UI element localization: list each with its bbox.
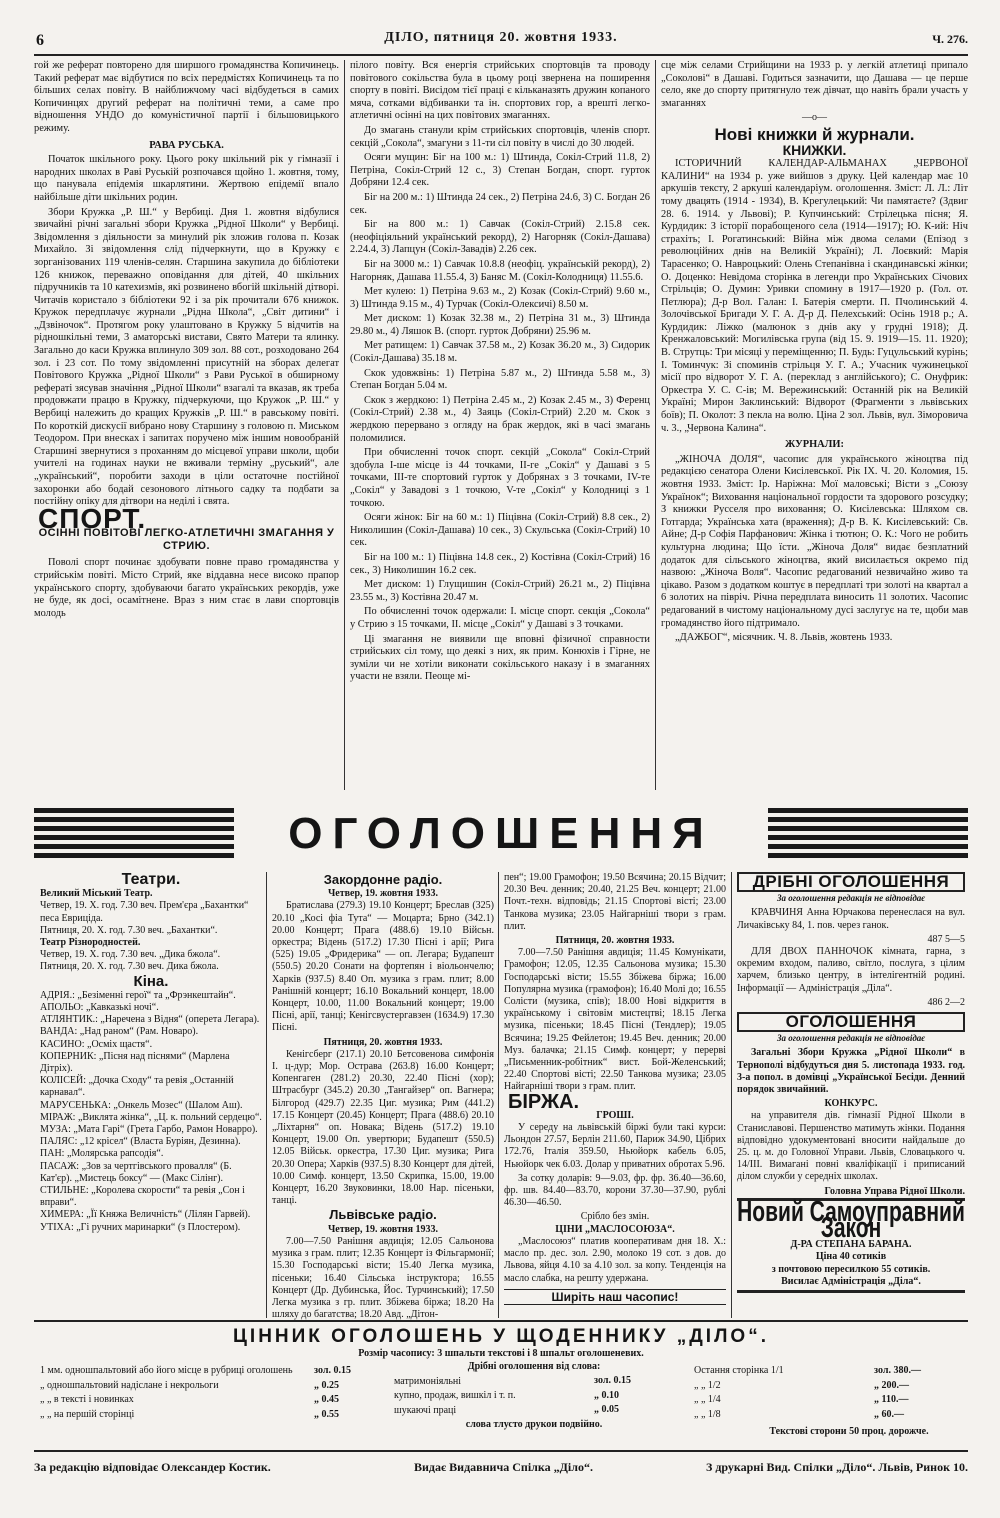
theatre-name: Великий Міський Театр.	[40, 888, 153, 900]
results-discus: Мет диском: 1) Козак 32.38 м., 2) Петріна 31 м., 3) Штинда 29.80 м., 4) Ляшок В. (спорт. гурток Добряни) 25.96 м.	[350, 313, 650, 337]
price-right-note: Текстові сторони 50 проц. дорожче.	[769, 1426, 929, 1437]
lviv-radio-heading: Львівське радіо.	[329, 1207, 437, 1223]
cinema-entry: ХИМЕРА: „Її Княжа Величність“ (Лілян Гарвей).	[40, 1209, 251, 1221]
results-100m: Осяги мущин: Біг на 100 м.: 1) Штинда, Сокіл-Стрий 11.8, 2) Петріна, Сокіл-Стрий 12 с., 3) Степан Богдан, спорт. гурток Добряни 12.4 сек.	[350, 152, 650, 189]
column-1	[34, 60, 339, 790]
radio-date: Пятниця, 20. жовтня 1933.	[323, 1036, 443, 1048]
cinema-entry: МУЗА: „Мата Гарі“ (Грета Гарбо, Рамон Новарро).	[40, 1124, 258, 1136]
cinema-heading: Кіна.	[133, 972, 169, 990]
page-header	[34, 28, 968, 52]
foreign-radio-heading: Закордонне радіо.	[323, 872, 443, 887]
cinema-entry: АДРІЯ.: „Безіменні герої“ та „Фрэнкештайн“.	[40, 989, 236, 1001]
ads-exchange	[504, 872, 726, 1320]
price-value: „ 60.—	[874, 1408, 904, 1420]
ads-classifieds	[737, 872, 965, 1320]
journals-heading: ЖУРНАЛИ:	[785, 439, 844, 451]
printer-line: З друкарні Вид. Спілки „Діло“. Львів, Ринок 10.	[705, 1460, 968, 1474]
zhinocha-dolia: „ЖІНОЧА ДОЛЯ“, часопис для українського жіноцтва під редакцією сенатора Олени Кисілевської. Рік ІХ. Ч. 20. Коломия, 15. жовтня 1933. Зміст: Ір. Наріжна: Мої маловські; Вісти з „Союзу Українок“; Виховання національної гордости та здорового розсудку; З книжки Русселя про виховання; О. Кисілевська: Шляхом св. Готгарда; Українська хата (враження); Д-р В. К. Кисілевський: Св. Айне; Д-р Софія Парфанович: Жінка і тютюн; О. К.: Чого не робить культурна людина; Що їсти. „Жіноча Доля“ видає безплатний додаток для сільського жіноцтва, який висилається окремо під назвою: „Жіноча Воля“. Часопис редагований незвичайно живо та цікаво. Разом з додатком коштує в передплаті три золоті на квартал а 6 золотих на півріч. Річна передплата виносить 11 золотих. Часопис редагований в чистому національному дусі заслугує на те, щоби мав громадянство його підтримало.	[661, 453, 968, 629]
classified-ad: ДЛЯ ДВОХ ПАННОЧОК кімната, гарна, з окремим входом, паливо, світло, послуга, з цілим харчем, близько центру, в інтелігентній родині. Інформації — Адміністрація „Діла“.	[737, 946, 965, 994]
cinema-entry: ПАСАЖ: „Зов за чертгівського провалля“ (Б. Кат'єр). „Мистець боксу“ — (Макс Сілінг).	[40, 1160, 232, 1184]
ads-radio	[272, 872, 494, 1320]
cinema-entry: АПОЛЬО: „Кавказькі ночі“.	[40, 1002, 159, 1014]
disclaimer: За оголошення редакція не відповідає	[776, 1033, 926, 1044]
banner-title: ОГОЛОШЕННЯ	[234, 798, 768, 870]
radio-date: Четвер, 19. жовтня 1933.	[327, 888, 439, 900]
theatre-entry: Четвер, 19. Х. год. 7.30 веч. Прем'єра „Бахантки“ песа Евриціда.	[40, 900, 249, 924]
separator-ornament: —o—	[802, 112, 827, 124]
column-divider	[655, 60, 656, 790]
books-subheading: КНИЖКИ.	[782, 141, 847, 158]
masthead-title: ДІЛО, пятниця 20. жовтня 1933.	[384, 30, 618, 45]
results-polevault: Скок з жердкою: 1) Петріна 2.45 м., 2) Козак 2.45 м., 3) Ференц (Сокіл-Стрий) 2.38 м., 4) Заяць (Сокіл-Стрий) 2.20 м. Скок з жердкою перервано з огляду на брак жердок, які в часі змагань поломилися.	[350, 394, 650, 444]
results-200m: Біг на 200 м.: 1) Штинда 24 сек., 2) Петріна 24.6, 3) С. Богдан 26 сек.	[350, 191, 650, 216]
ad-code: 487 5—5	[927, 933, 965, 945]
exchange-heading: БІРЖА.	[508, 1090, 580, 1113]
law-postage: з почтовою пересилкою 55 сотиків.	[771, 1263, 931, 1275]
law-sender: Висилає Адміністрація „Діла“.	[781, 1275, 921, 1287]
price-list-title: ЦІННИК ОГОЛОШЕНЬ У ЩОДЕННИКУ „ДІЛО“.	[233, 1326, 769, 1347]
cinema-entry: АТЛЯНТИК.: „Наречена з Відня“ (оперета Легара).	[40, 1014, 260, 1026]
rava-heading: РАВА РУСЬКА.	[149, 139, 224, 151]
price-left	[40, 1364, 308, 1422]
column-2	[350, 60, 650, 790]
law-author: Д-РА СТЕПАНА БАРАНА.	[790, 1239, 912, 1251]
cinema-entry: КАСИНО: „Осміх щастя“.	[40, 1038, 153, 1050]
cinema-entry: УТІХА: „Гі ручних маринарки“ (з Плостером).	[40, 1221, 241, 1233]
theatre-entry: Пятниця, 20. Х. год. 7.30 веч. Дика бжола.	[40, 961, 219, 973]
sport-subtitle: ОСІННІ ПОВІТОВІ ЛЕГКО-АТЛЕТИЧНІ ЗМАГАННЯ У СТРИЮ.	[38, 527, 335, 553]
ads-divider	[498, 872, 499, 1318]
sport-conclusion: Ці змагання не виявили ще вповні фізичної справности стрийських сіл тому, що деякі з них, як прим. Конюхів і Гірне, не зуміли чи не хотіли виконати сокільського наказу і в змаганнях участи не взяли. Пеоще мі-	[350, 633, 650, 683]
column-divider	[344, 60, 345, 790]
theatre-entry: Пятниця, 20. Х. год. 7.30 веч. „Бахантки“.	[40, 924, 218, 936]
price-item: шукаючі праці	[394, 1404, 457, 1416]
rava-kruzhok: Збори Кружка „Р. Ш.“ у Вербиці. Дня 1. жовтня відбулися звичайні річні загальні збори Кружка „Рідної Школи“ у Вербиці. Звідомлення з діяльности за минулий рік зложив голова п. Козак Михайло. Зі звідомлення слід підчеркнути, що в Кружку є зорганізованих 119 членів-селян. Старшина закупила до бібліотеки 126 книжок, переважно оповідання для дітей, 40 шкільних підручників та 10 катехизмів, які розвинено вбогій шкільній дітворі. Читачів користало з бібліотеки 92 і за рік прочитали 676 книжок. Кружок передплачує журнали „Рідна Школа“, „Світ дитини“ і „Дзвіночок“. Протягом року улаштовано в Кружку 5 відчитів на рідношкільні теми, 3 аматорські вистави, Свято Матери та ялинку. Загально до каси Кружка вплинуло 309 зол. 88 сот., розходовано 264 зол. і 23 сот. По тому звідомленні присутній на зборах делегат Повітового Кружка „Рідної Школи“ з Рави Руської в обширному рефераті зясував значіння „Рідної Школи“ взагалі та вказав, як треба продовжати працю в Кружку, підчеркуючи, що Кружок „Р. Ш.“ у Вербиці належить до кращих Кружків „Р. Ш.“ в равському повіті. По короткій дискусії вибрано нову Старшину з головою п. Миськом Теодором. При внесках і запитах поручено між іншим новообраній Старшині звернутися з проханням до місцевої управи школи, щоби учителі на годинах науки не вживали терміну „руський“, але „український“, поробити заходи в ціли остаточне постійної захоронки або бодай сезонового літнього садку та подбати за постійну опіку для дітвори на неділі і свята.	[34, 206, 339, 508]
price-value: зол. 0.15	[314, 1365, 351, 1376]
ads-theatres	[40, 872, 262, 1320]
ads-divider	[731, 872, 732, 1318]
price-right-values	[874, 1364, 964, 1422]
price-mid-heading: Дрібні оголошення від слова:	[467, 1361, 601, 1372]
results-longjump: Скок удовжвінь: 1) Петріна 5.87 м., 2) Штинда 5.58 м., 3) Степан Богдан 5.04 м.	[350, 367, 650, 392]
radio-date: Четвер, 19. жовтня 1933.	[327, 1223, 439, 1235]
results-women-discus: Мет диском: 1) Глущишин (Сокіл-Стрий) 26.21 м., 2) Піцівна 23.55 м., 3) Костівна 20.47 м.	[350, 579, 650, 603]
theatre-name: Театр Різнородностей.	[40, 937, 141, 949]
price-item: „ „ 1/8	[694, 1408, 721, 1420]
sport-title: СПОРТ.	[38, 502, 147, 534]
radio-schedule: 7.00—7.50 Ранішня авдиція; 11.45 Комунікати, Грамофон; 12.05, 12.35 Сальонова музика; 15.30 Господарські вісти; 15.55 Збіжева біржа; 16.00 Популярна музика (грамофон); 16.40 Молі до; 16.55 Солісти (музика, спів); 18.00 Нові відкриття в українському і світовім мистецтві; 18.15 Легка музика, пісеньки; 18.45 Пісні (Тендлер); 19.05 Всячина; 19.25 Фейлетон; 19.45 Веч. денник; 20.00 Муз. балачка; 21.15 Симф. концерт; у перерві „Письменник-робітник“ вист. Бой-Желенський; 22.40 Спортові вісті; 22.50 Танкова музика; 23.05 Найгарніші твори з грам. плит.	[504, 947, 726, 1093]
cinema-entry: ПАЛЯС: „12 крісел“ (Власта Буріян, Дезинна).	[40, 1136, 241, 1148]
results-shot: Мет кулею: 1) Петріна 9.63 м., 2) Козак (Сокіл-Стрий) 9.60 м., 3) Штинда 9.15 м., 4) Турчак (Сокіл-Олексичі) 8.50 м.	[350, 286, 650, 310]
radio-schedule: пен“; 19.00 Грамофон; 19.50 Всячина; 20.15 Відчит; 20.30 Веч. денник; 20.40, 21.25 Веч. концерт; 21.00 Почт.-техн. відповідь; 21.15 Спортові вісті; 23.00 Танкова музика; 23.05 Найгарніші твори з грам. плит.	[504, 872, 726, 932]
price-item: Остання сторінка 1/1	[694, 1365, 784, 1376]
subscribe-slogan: Ширіть наш часопис!	[504, 1289, 726, 1305]
results-women-100m: Біг на 100 м.: 1) Піцівна 14.8 сек., 2) Костівна (Сокіл-Стрий) 16 сек., 3) Николишин 16.2 сек.	[350, 551, 650, 576]
column-3	[661, 60, 968, 790]
theatres-heading: Театри.	[121, 872, 181, 888]
cinema-entry: МАРУСЕНЬКА: „Онкель Мозес“ (Шалом Аш).	[40, 1099, 243, 1111]
calendar-almanac: ІСТОРИЧНИЙ КАЛЕНДАР-АЛЬМАНАХ „ЧЕРВОНОЇ КАЛИНИ“ на 1934 р. уже вийшов з друку. Цей календар має 10 аркушів тексту, 2 аркуші календаріум. оголошення. Зміст: Л. Л.: Літ тому двацять (1914 - 1934), В. Крегулецький: Чи памятаєте? (Здвиг 28. 6. 1914. у Львові); Р. Купчинський: Стрілецька пісня; Я. Курдидик: З історії порабощеного села (1914—1917); Ю. К-ий: Ніч страхіть; І. Рогатинський: Війна між двома селами (Епізод з революційних днів на Великій Україні); Л. Лоєвкий: Марія Тарасенко; О. Навроцький: Олень Степанівна і скандинавські жінки; О. Доценко: Невідома сторінка в легенди про Українських Січових Стрільців; О. Думин: Уривки спомину в 1917—1920 р. (Гол. от. Петлюра); Д-р Вол. Галан: І. Батерія смерти. П. Пчолинський 4. Золочівської Бригади У. Г. А. Д-р Д. Пелехський: Осінь 1918 р.; А. Курдидик: Ліжко (малюнок з днів аку у грудні 1918); Д. Кренжаловський: Могилівська група (від 15. 9. 1919—15. 11. 1920); В. Струтць: Три місяці у переміщенню; П. Будь: Гуцульський курінь; І. Томинчук: Зі споминів стрільця У. Г. А.; Учасник чужинецької місії про відворот У. Г. А. (переклад з англійського); С. Онуфрик: Оркестра У. С. С-ів; М. Вережинський: Останній рік на Великій Україні; Мирон Заклинський: Відворот (Фрагменти з львівських боїв); П. Околот: З пекла на волю. Ціна 2 зол. Львів, вул. Зіморовича ч. 3., „Червона Калина“.	[661, 158, 968, 434]
ads-heading: ОГОЛОШЕННЯ	[737, 1012, 965, 1032]
intro-text: гой же реферат повторено для ширшого громадянства Копичинець. Такий реферат має відбутися по всіх передмістях Копичинець та по більших селах повіту. В найближчому часі відбудеться в самих Копичинцях другий реферат на політичні теми, а саме про відношення УНДО до комуністичної партії і більшовицького режиму.	[34, 60, 339, 134]
price-left-values	[314, 1364, 378, 1422]
cinema-entry: ВАНДА: „Над раном“ (Рам. Новаро).	[40, 1026, 199, 1038]
price-value: „ 0.55	[314, 1408, 339, 1420]
publisher-line: Видає Видавнича Спілка „Діло“.	[414, 1460, 593, 1474]
contest-heading: КОНКУРС.	[824, 1098, 878, 1110]
price-value: „ 0.25	[314, 1379, 339, 1391]
theatre-entry: Четвер, 19. Х. год. 7.30 веч. „Дика бжола“.	[40, 949, 221, 961]
footer-divider	[34, 1450, 968, 1452]
disclaimer: За оголошення редакція не відповідає	[776, 893, 926, 904]
results-women-points: По обчисленні точок одержали: І. місце спорт. секція „Сокола“ у Стрию з 15 точками, ІІ. місце „Сокіл“ у Дашаві з 3 точками.	[350, 606, 650, 630]
cinema-entry: СТИЛЬНЕ: „Королева скорости“ та ревія „Сон і вправи“.	[40, 1185, 245, 1209]
sport-end: сце між селами Стрийщини на 1933 р. у легкій атлетиці припало „Соколові“ в Дашаві. Годиться зазначити, що Дашава — це перше село, яке до спорту притягнуло теж дівчат, що навіть брали участь у змаганнях	[661, 60, 968, 109]
price-item: „ „ в тексті і новинках	[40, 1394, 134, 1405]
cinema-entry: ПАН: „Молярська рапсодія“.	[40, 1148, 164, 1160]
rava-school-year: Початок шкільного року. Цього року шкільний рік у гімназії і народних школах в Раві Руській розпочався щойно 1. жовтня, тому, що панувала епідемія шкарлятини. Жертвою епідемії впало найбільше діти шкільних родин.	[34, 154, 339, 203]
cinema-entry: МІРАЖ: „Виклята жінка“, „Ц. к. польний сердецю“.	[40, 1111, 262, 1123]
results-javelin: Мет ратищем: 1) Савчак 37.58 м., 2) Козак 36.20 м., 3) Сидорик (Сокіл-Дашава) 35.18 м.	[350, 340, 650, 365]
small-ads-heading: ДРІБНІ ОГОЛОШЕННЯ	[737, 872, 965, 892]
books-heading: Нові книжки й журнали.	[714, 124, 915, 144]
price-item: матримоніяльні	[394, 1375, 462, 1387]
exchange-rates: У середу на львівській біржі були такі курси: Льондон 27.57, Берлін 211.60, Париж 34.90, Цібрих 172.76, Італія 359.50, Ньюйорк кабель 6.05, Ньюйорк чек 6.03. Долар у приватних обротах 5.96.	[504, 1122, 726, 1170]
imprint-footer	[34, 1458, 968, 1480]
results-women-60m: Осяги жінок: Біг на 60 м.: 1) Піцівна (Сокіл-Стрий) 8.8 сек., 2) Николишин (Сокіл-Дашава) 10 сек., 3) Скульська (Сокіл-Стрий) 10 сек.	[350, 512, 650, 549]
issue-number: Ч. 276.	[932, 32, 968, 46]
price-value: зол. 380.—	[874, 1365, 921, 1376]
exchange-rates: За сотку доларів: 9—9.03, фр. фр. 36.40—36.60, фр. шв. 84.40—83.70, корони 37.30—37.90, рублі 46.30—46.50.	[504, 1172, 726, 1209]
radio-schedule: 7.00—7.50 Ранішня авдиція; 12.05 Сальонова музика з грам. плит; 12.35 Концерт із Фільгармонії; 15.30 Господарські вісти; 15.40 Легка музика, пісеньки; 16.40 Сільська інструктора; 16.55 Концерт (Др. Дубинська, Йос. Турчинський); 17.50 Легка музика з гр. плит. Збіжева біржа; 18.20 На шляху до багатства; 18.20 Авд. „Дітон-	[272, 1235, 494, 1320]
price-value: „ 110.—	[874, 1394, 909, 1405]
price-mid-note: слова тлусто друкои подвійно.	[465, 1419, 603, 1430]
contest-text: на управителя дів. гімназії Рідної Школи в Станиславові. Першенство матимуть жінки. Подання відповідно удокументовані вносити найдальше до 25. ц. м. до Головної Управи. Львів, Словацького ч. 14/ІІІ. Вимагані повні кваліфікації і приписаний ділом служби у середніх школах.	[737, 1110, 965, 1183]
sport-cont-2: До змагань станули крім стрийських спортовців, членів спорт. секцій „Сокола“, змагуни з 11-ти сіл повіту в числі до 30 людей.	[350, 124, 650, 149]
price-item: 1 мм. одношпальтовий або його місце в рубриці оголошень	[40, 1365, 293, 1376]
maslosoyuz-heading: ЦІНИ „МАСЛОСОЮЗА“.	[555, 1223, 675, 1235]
price-item: „ одношпальтовий надіслане і некрольоги	[40, 1379, 219, 1391]
maslosoyuz-prices: „Маслосоюз“ платив кооперативам дня 18. Х.: масло пр. дес. зол. 2.90, молоко 19 сот. з дов. до Львова, яйця 4.10 за 4.10 зол. за копу. Тенденція на масло слабка, на решту удержана.	[504, 1235, 726, 1284]
exchange-subheading: ГРОШІ.	[596, 1109, 634, 1121]
contest-signature: Головна Управа Рідної Школи.	[824, 1185, 965, 1197]
header-divider	[34, 54, 968, 56]
editor-line: За редакцію відповідає Олександер Костик.	[34, 1460, 271, 1474]
exchange-silver: Срібло без змін.	[580, 1211, 650, 1223]
price-right	[694, 1364, 854, 1422]
radio-date: Пятниця, 20. жовтня 1933.	[555, 935, 675, 947]
price-value: „ 0.10	[594, 1389, 619, 1401]
ads-divider	[266, 872, 267, 1318]
cinema-entry: КОПЕРНИК: „Пісня над піснями“ (Марлена Дітріх).	[40, 1050, 230, 1075]
law-price: Ціна 40 сотиків	[815, 1251, 887, 1263]
price-value: „ 200.—	[874, 1379, 909, 1391]
cinema-entry: КОЛІСЕЙ: „Дочка Сходу“ та ревія „Останній карнавал“.	[40, 1075, 234, 1099]
results-points: При обчисленні точок спорт. секцій „Сокола“ Сокіл-Стрий здобула І-ше місце із 44 точками, ІІ-ге „Сокіл“ у Дашаві з 5 точками, ІІІ-те спортовий гурток у Добрянах з 3 точками, IV-те „Сокіл“ у Завадові з 1 точкою, V-те „Сокіл“ у Колодниці з 1 точкою.	[350, 447, 650, 509]
law-title: Новий Самоуправний Закон	[737, 1196, 965, 1245]
ad-code: 486 2—2	[927, 996, 965, 1008]
price-list-size: Розмір часопису: 3 шпальти текстові і 8 шпальт оголошеневих.	[358, 1348, 644, 1359]
ads-banner	[34, 798, 968, 870]
classified-ad: КРАВЧИНЯ Анна Юрчакова перенеслася на вул. Личаківську 84, 1. пов. через ганок.	[737, 907, 965, 931]
sport-text: Поволі спорт починає здобувати повне право громадянства у стрийськім повіті. Місто Стрий, яке віддавна несе високо прапор українського спорту, здобуваючи багато українських рекордів, уже не буде, як досі, осамітнене. Враз з ним стає в лави спортовців молодь	[34, 557, 339, 619]
sport-cont-1: пілого повіту. Вся енергія стрийських спортовців та проводу повітового сокільства була в цьому році звернена на поширення спорту в повіті. Висідом тієї праці є кільканазять дружин копаного мяча, сотками відбиванки та ін. спортових гор, а врешті легко-атлетичні осінні на цих повітових змаганнях.	[350, 60, 650, 122]
price-list	[34, 1322, 968, 1446]
price-item: „ „ на першій сторінці	[40, 1408, 135, 1420]
price-value: „ 0.45	[314, 1394, 339, 1405]
results-3000m: Біг на 3000 м.: 1) Савчак 10.8.8 (неофіц. українській рекорд), 2) Нагорняк, Дашава 11.55.4, 3) Баняс М. (Сокіл-Колодниця) 11.55.6.	[350, 258, 650, 283]
meeting-notice: Загальні Збори Кружка „Рідної Школи“ в Тернополі відбудуться дня 5. листопада 1933. год. 3-а попол. в домівці „Української Бесіди. Денний порядок звичайний.	[737, 1047, 965, 1096]
price-item: „ „ 1/4	[694, 1394, 721, 1405]
results-800m: Біг на 800 м.: 1) Савчак (Сокіл-Стрий) 2.15.8 сек. (неофіціяльний український рекорд), 2) Нагорняк (Сокіл-Дашава) 2.24.4, 3) Лапцун (Сокіл-Завадів) 2.26 сек.	[350, 219, 650, 256]
radio-schedule: Кенігсберг (217.1) 20.10 Бетсовенова симфонія І. ц-дур; Мор. Острава (263.8) 16.00 Концерт; Копенгаген (281.2) 20.30, 22.40 Пісні (хор); Штрасбург (345.2) 20.30 „Тангайзер“ оп. Вагнера; Білгород (429.7) 22.35 Циг. музика; Рим (441.2) 17.15 Концерт (20.45) Концерт; Прага (488.6) 20.10 „Ліхтарня“ оп. Новака; Відень (517.2) 19.10 Концерт, 19.00 Оп. увертюри; Будапешт (550.5) 12.05 Військ. оркестра, 17.30 Циг. музика; Рига 20.30 Опера; Харків (937.5) 8.30 Концерт для дітей, 10.00 Симф. концерт, 13.50 Скрипка, 15.00, 19.00 Концерт, 16.20 Звуковинки, 18.00 Нар. пісеньки, танці.	[272, 1048, 494, 1207]
price-value: „ 0.05	[594, 1404, 619, 1415]
price-value: зол. 0.15	[594, 1375, 631, 1386]
dazhboh: „ДАЖБОГ“, місячник. Ч. 8. Львів, жовтень 1933.	[675, 632, 893, 644]
price-mid-values	[594, 1374, 674, 1418]
page-number: 6	[36, 32, 44, 49]
price-item: купно, продаж, вишкіл і т. п.	[394, 1390, 516, 1401]
law-advert	[737, 1198, 965, 1293]
radio-schedule: Братислава (279.3) 19.10 Концерт; Бреслав (325) 20.10 „Косі фіа Тута“ — Моцарта; Брно (342.1) 20.00 Концерт; Прага (488.6) 19.10 Війсьн. оркестра; Відень (517.2) 17.30 Пісні і арії; Рига (525) 19.05 „Фридерика“ — оп. Легара; Будапешт (550.5) 20.20 Сонати на фортепян і віольончелю; Харків (937.5) 8.40 Оп. музика з грам. плит; 8.00 Ранішній концерт; 16.10 Вокальний концерт, 18.00 Концерт, 10.00, 11.00 Вокальний концерт; 19.00 Пісні, арії, танці; Кенігсвустергавзен (1634.9) 17.30 Пісні.	[272, 900, 494, 1034]
price-item: „ „ 1/2	[694, 1379, 721, 1391]
